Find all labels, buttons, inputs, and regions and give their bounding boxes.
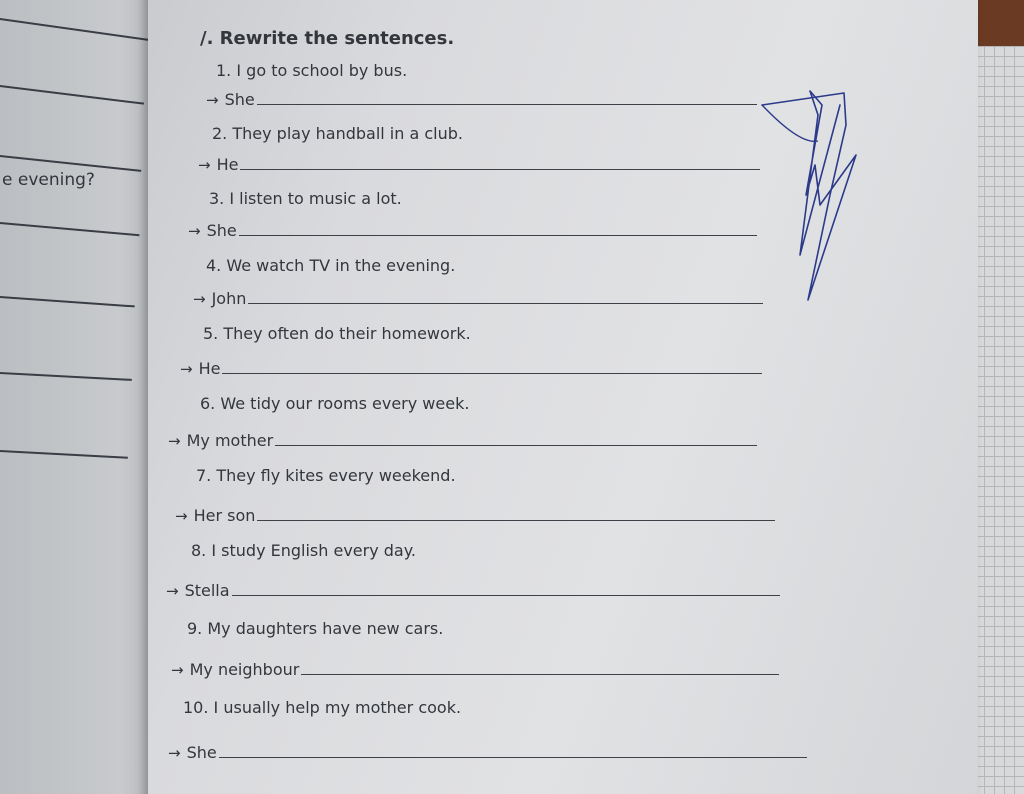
answer-subject: He (198, 359, 221, 378)
answer-subject: She (206, 221, 237, 240)
prompt-sentence: 5. They often do their homework. (203, 324, 471, 343)
answer-blank[interactable] (222, 373, 762, 374)
answer-row (198, 155, 760, 174)
answer-row (193, 289, 763, 308)
left-answer-line (0, 18, 149, 40)
pen-scribble (760, 85, 870, 315)
answer-blank[interactable] (275, 445, 757, 446)
answer-subject: Her son (193, 506, 256, 525)
answer-blank[interactable] (301, 674, 779, 675)
arrow-icon: → (168, 432, 181, 450)
prompt-sentence: 1. I go to school by bus. (216, 61, 408, 80)
arrow-icon: → (193, 290, 206, 308)
answer-blank[interactable] (257, 520, 775, 521)
arrow-icon: → (166, 582, 179, 600)
answer-blank[interactable] (239, 235, 757, 236)
answer-subject: She (224, 90, 255, 109)
answer-blank[interactable] (232, 595, 780, 596)
left-page-fragment: e evening? (2, 170, 95, 190)
answer-subject: My mother (186, 431, 274, 450)
arrow-icon: → (206, 91, 219, 109)
exercise-heading: /. Rewrite the sentences. (200, 28, 455, 49)
answer-row (171, 660, 779, 679)
answer-subject: John (211, 289, 247, 308)
prompt-sentence: 10. I usually help my mother cook. (183, 698, 462, 717)
prompt-sentence: 9. My daughters have new cars. (187, 619, 444, 638)
answer-row (180, 359, 762, 378)
answer-row (206, 90, 757, 109)
prompt-sentence: 8. I study English every day. (191, 541, 416, 560)
left-answer-line (0, 296, 135, 307)
left-answer-line (0, 372, 132, 380)
left-answer-line (0, 155, 141, 171)
answer-subject: He (216, 155, 239, 174)
answer-blank[interactable] (219, 757, 807, 758)
answer-blank[interactable] (257, 104, 757, 105)
prompt-sentence: 6. We tidy our rooms every week. (200, 394, 470, 413)
answer-row (168, 431, 757, 450)
prompt-sentence: 4. We watch TV in the evening. (206, 256, 456, 275)
answer-subject: Stella (184, 581, 230, 600)
arrow-icon: → (168, 744, 181, 762)
arrow-icon: → (175, 507, 188, 525)
answer-subject: She (186, 743, 217, 762)
answer-blank[interactable] (248, 303, 763, 304)
prompt-sentence: 7. They fly kites every weekend. (196, 466, 456, 485)
arrow-icon: → (171, 661, 184, 679)
left-answer-line (0, 85, 144, 104)
answer-row (168, 743, 807, 762)
answer-blank[interactable] (240, 169, 760, 170)
left-answer-line (0, 222, 140, 236)
answer-row (188, 221, 757, 240)
left-answer-line (0, 450, 128, 458)
prompt-sentence: 3. I listen to music a lot. (209, 189, 402, 208)
answer-subject: My neighbour (189, 660, 300, 679)
prompt-sentence: 2. They play handball in a club. (212, 124, 463, 143)
answer-row (175, 506, 775, 525)
answer-row (166, 581, 780, 600)
arrow-icon: → (180, 360, 193, 378)
arrow-icon: → (198, 156, 211, 174)
arrow-icon: → (188, 222, 201, 240)
